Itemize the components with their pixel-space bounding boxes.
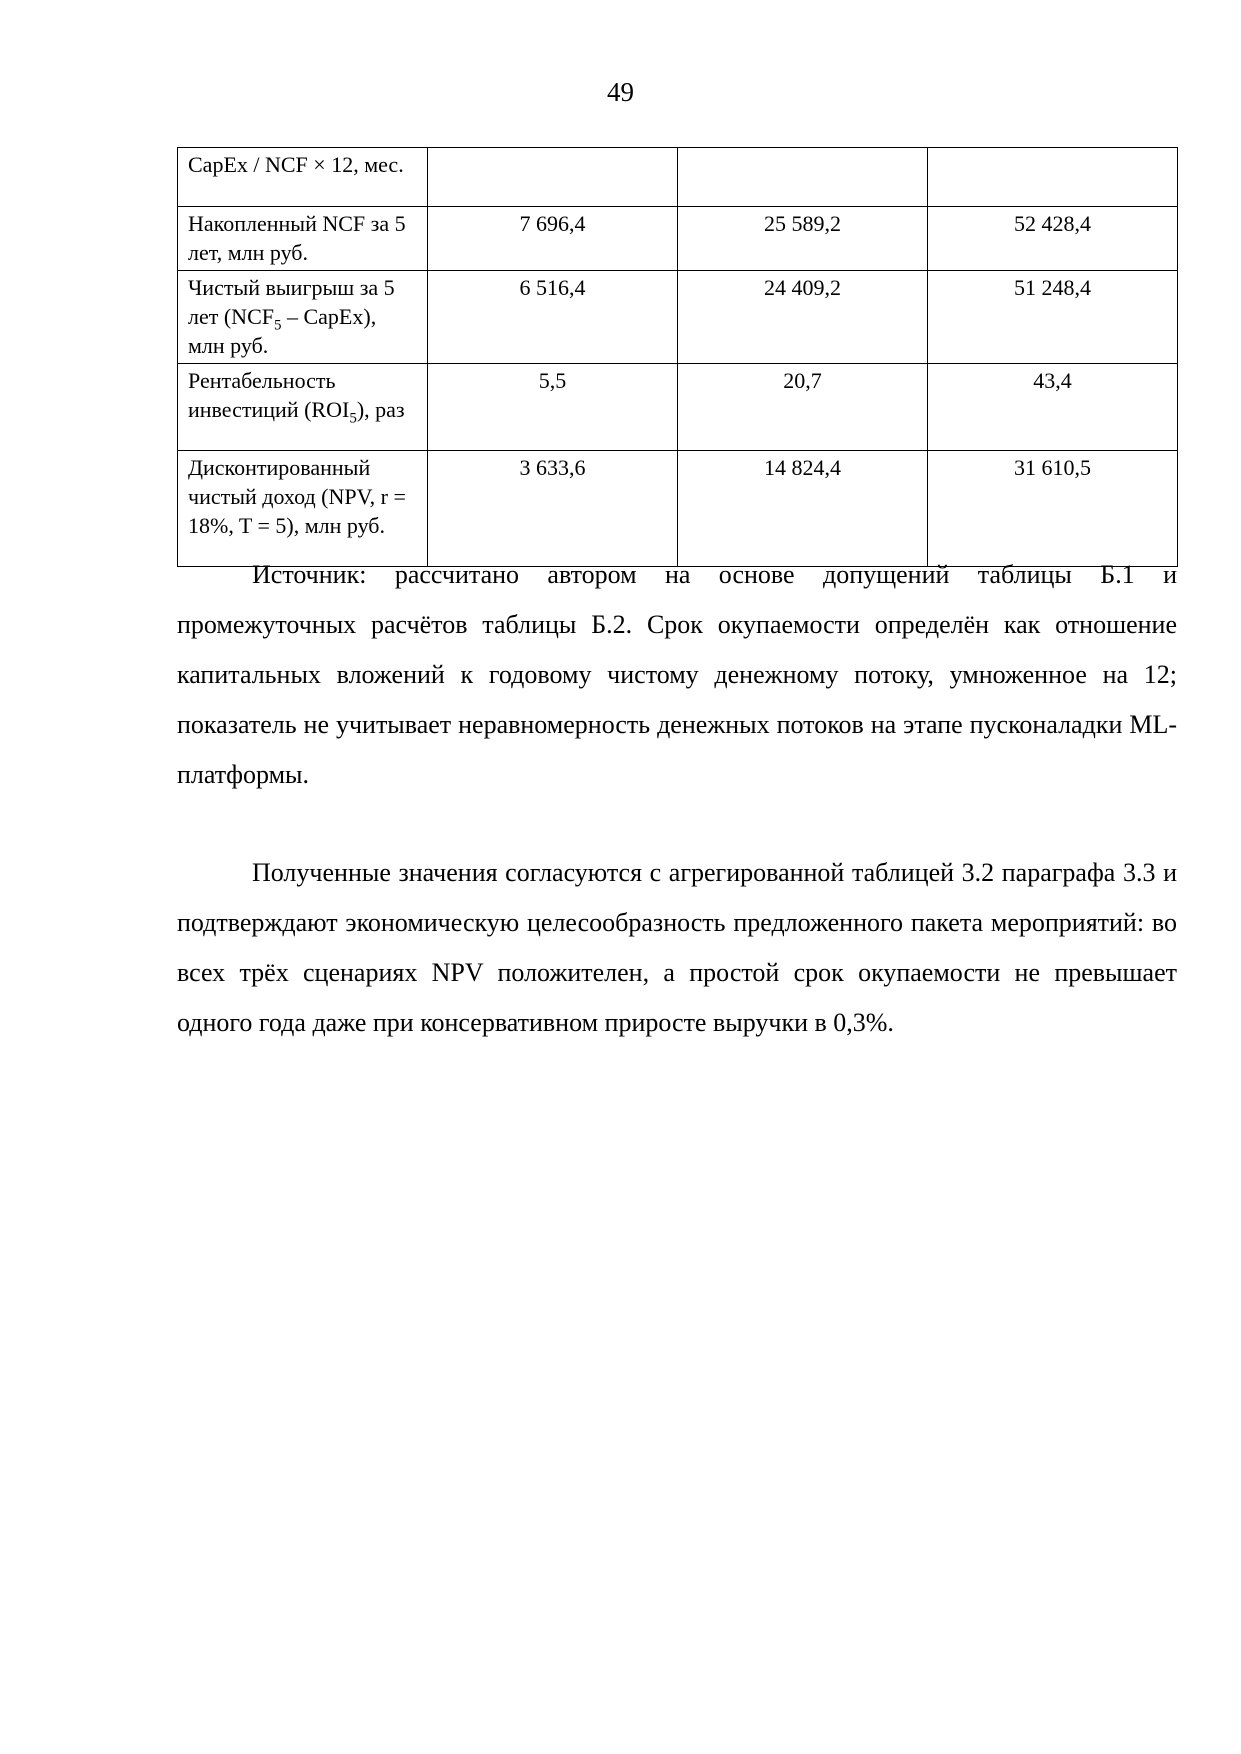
- cell-roi-2: 20,7: [678, 364, 928, 451]
- row-label-npv: Дисконтированный чистый доход (NPV, r = 18%, T = 5), млн руб.: [178, 451, 428, 567]
- cell-net-gain-3: 51 248,4: [928, 271, 1178, 364]
- table-row-roi: [178, 364, 1178, 451]
- cell-npv-3: 31 610,5: [928, 451, 1178, 567]
- source-note-paragraph: Источник: рассчитано автором на основе допущений таблицы Б.1 и промежуточных расчётов таблицы Б.2. Срок окупаемости определён как отношение капитальных вложений к годовому чистому денежному потоку, умноженное на 12; показатель не учитывает неравномерность денежных потоков на этапе пусконаладки ML-платформы.: [177, 560, 1177, 789]
- cell-payback-3: [928, 148, 1178, 207]
- table-row-cumulative-ncf: [178, 207, 1178, 271]
- cell-npv-2: 14 824,4: [678, 451, 928, 567]
- conclusion-paragraph: Полученные значения согласуются с агрегированной таблицей 3.2 параграфа 3.3 и подтверждают экономическую целесообразность предложенного пакета мероприятий: во всех трёх сценариях NPV положителен, а простой срок окупаемости не превышает одного года даже при консервативном приросте выручки в 0,3%.: [177, 858, 1177, 1037]
- conclusion-block: [177, 848, 1177, 1048]
- cell-cumulative-ncf-3: 52 428,4: [928, 207, 1178, 271]
- cell-net-gain-2: 24 409,2: [678, 271, 928, 364]
- row-label-net-gain: Чистый выигрыш за 5 лет ($NCF_5$ – CapEx), млн руб.: [178, 271, 428, 364]
- row-label-payback: CapEx / NCF × 12, мес.: [178, 148, 428, 207]
- table-row-payback: [178, 148, 1178, 207]
- cell-cumulative-ncf-1: 7 696,4: [428, 207, 678, 271]
- table-row-net-gain: [178, 271, 1178, 364]
- cell-roi-3: 43,4: [928, 364, 1178, 451]
- cell-net-gain-1: 6 516,4: [428, 271, 678, 364]
- cell-payback-2: [678, 148, 928, 207]
- cell-npv-1: 3 633,6: [428, 451, 678, 567]
- cell-cumulative-ncf-2: 25 589,2: [678, 207, 928, 271]
- results-table: [177, 147, 1178, 567]
- cell-payback-1: [428, 148, 678, 207]
- page-number: 49: [607, 77, 634, 107]
- source-note-block: [177, 550, 1177, 800]
- cell-roi-1: 5,5: [428, 364, 678, 451]
- row-label-cumulative-ncf: Накопленный NCF за 5 лет, млн руб.: [178, 207, 428, 271]
- row-label-roi: Рентабельность инвестиций $(ROI_5)$, раз: [178, 364, 428, 451]
